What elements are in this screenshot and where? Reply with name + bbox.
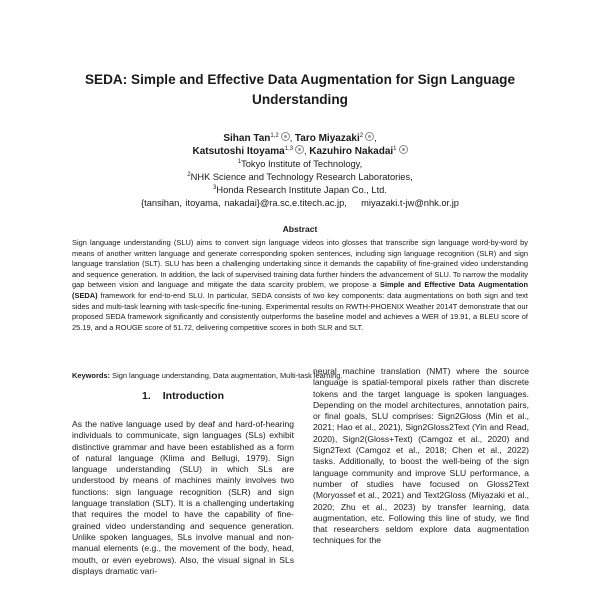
author-affiliation-marker: 1,3	[284, 146, 294, 152]
orcid-icon[interactable]	[365, 132, 374, 141]
author-name: Sihan Tan	[223, 133, 271, 144]
author-block	[40, 132, 560, 210]
left-column-text: As the native language used by deaf and hard-of-hearing individuals to communicate, sign languages (SLs) exhibit distinctive grammar and have been established as a form of natural language (Klima and Bellugi, 1979). Sign language understanding (SLU) in which SLs are understood by means of machines mainly involves two functions: sign language recognition (SLR) and sign language translation (SLT). It is a challenging undertaking that requires the model to have the capability of fine-grained video understanding and sequence generation. Unlike spoken languages, SLs involve manual and non-manual elements (e.g., the movement of the body, head, mouth, or even eyebrows). Also, the visual signal in SLs displays dramatic vari-	[72, 419, 294, 576]
orcid-icon[interactable]	[281, 132, 290, 141]
paper-title: SEDA: Simple and Effective Data Augmentation for Sign Language Understanding	[84, 72, 515, 107]
keywords-label: Keywords:	[72, 371, 111, 380]
author-name: Taro Miyazaki	[294, 133, 360, 144]
right-column-text: neural machine translation (NMT) where the source language is spatial-temporal pixels rather than discrete tokens and the target language is spoken languages. Depending on the model architectures, annotation pairs, or final goals, SLU comprises: Sign2Gloss (Min et al., 2021; Hao et al., 2021), Sign2Gloss2Text (Yin and Read, 2020), Sign2(Gloss+Text) (Camgoz et al., 2020) and Sign2Text (Camgoz et al., 2018; Chen et al., 2022) tasks. Additionally, to boost the well-being of the sign language community and improve SLU performance, a number of studies have focused on Gloss2Text (Moryossef et al., 2021) and Text2Gloss (Miyazaki et al., 2020; Zhu et al., 2023) by transfer learning, data augmentation, etc. Following this line of study, we find that researchers seldom explore data augmentation techniques for the	[313, 366, 529, 546]
affiliation: $^1$Tokyo Institute of Technology,	[237, 159, 363, 169]
keywords-text: Sign language understanding, Data augmentation, Multi-task learning.	[112, 371, 343, 380]
affiliation: $^2$NHK Science and Technology Research Laboratories,	[187, 172, 413, 182]
author-name: Katsutoshi Itoyama	[192, 146, 285, 157]
section-heading-introduction	[72, 390, 294, 402]
author-line-2: Katsutoshi Itoyama$^{1,3}$ , Kazuhiro Nakadai$^1$	[40, 145, 560, 158]
section-title: Introduction	[162, 390, 224, 402]
author-name: Kazuhiro Nakadai	[309, 146, 394, 157]
affiliation: $^3$Honda Research Institute Japan Co., Ltd.	[213, 185, 387, 195]
author-line-1: Sihan Tan$^{1,2}$ , Taro Miyazaki$^2$ ,	[223, 133, 377, 144]
section-number: 1.	[141, 390, 151, 402]
author-affiliation-marker: 1,2	[270, 133, 279, 139]
abstract-heading: Abstract	[282, 224, 318, 234]
author-affiliation-marker: 1	[393, 146, 397, 152]
abstract-body: Sign language understanding (SLU) aims to convert sign language videos into glosses that transcribe sign language word-by-word by means of another written language and generate corresponding spoken sentences, including sign language recognition (SLR) and sign language translation (SLT). SLU has been a challenging undertaking since it demands the capability of fine-grained video understanding and sequence generation. In addition, the lack of supervised training data further hinders the advancement of SLU. To narrow the modality gap between vision and language and mitigate the data scarcity problem, we propose a Simple and Effective Data Augmentation (SEDA) framework for end-to-end SLU. In particular, SEDA consists of two key components: data augmentations on both sign and text sides and multi-task learning with task-specific fine-tuning. Experimental results on RWTH-PHOENIX Weather 2014T demonstrate that our proposed SEDA framework significantly and consistently outperforms the baseline model and achieves a WER of 19.91, a BLEU score of 25.19, and a ROUGE score of 51.72, delivering competitive scores in both SLR and SLT.	[72, 238, 528, 332]
framework-name: Simple and Effective Data Augmentation (SEDA)	[72, 280, 528, 300]
orcid-icon[interactable]	[295, 145, 304, 154]
orcid-icon[interactable]	[399, 145, 408, 154]
author-emails[interactable]: {tansihan, itoyama, nakadai}@ra.sc.e.titech.ac.jp, miyazaki.t-jw@nhk.or.jp	[141, 198, 459, 208]
author-affiliation-marker: 2	[359, 133, 364, 139]
